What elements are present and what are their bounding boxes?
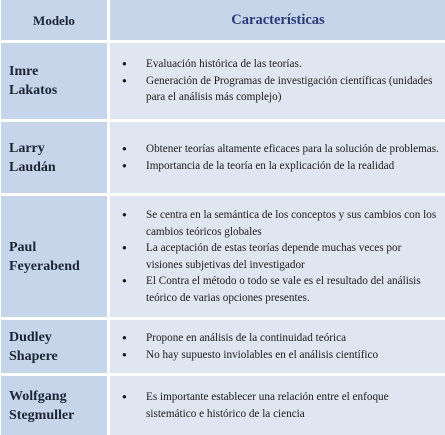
header-characteristics: Características (110, 0, 445, 40)
model-characteristics (110, 196, 445, 317)
list-item: ● Generación de Programas de investigación científicas (unidades para el análisis más complejo) (110, 73, 440, 106)
model-characteristics (110, 43, 445, 119)
bullet-icon: ● (122, 75, 127, 85)
table-row-feyerabend (1, 196, 445, 317)
model-characteristics (110, 320, 445, 373)
model-name: Paul Feyerabend (1, 196, 107, 317)
model-name: Wolfgang Stegmuller (1, 376, 107, 435)
model-characteristics (110, 122, 445, 193)
bullet-icon: ● (122, 59, 127, 69)
header-row (1, 0, 445, 40)
list-item: ● La aceptación de estas teorías depende muchas veces por visiones subjetivas del investigador (110, 240, 440, 273)
bullet-icon: ● (122, 160, 127, 170)
bullet-icon: ● (122, 392, 127, 401)
model-characteristics (110, 376, 445, 435)
list-item: ● Evaluación histórica de las teorías. (110, 56, 440, 73)
list-item: ● Es importante establecer una relación entre el enfoque sistemático e histórico de la ciencia (110, 389, 440, 422)
bullet-icon: ● (122, 210, 127, 219)
model-name: Imre Lakatos (1, 43, 107, 119)
bullet-icon: ● (122, 333, 127, 342)
table-row-lakatos (1, 43, 445, 119)
table-row-laudan (1, 122, 445, 193)
list-item: ● No hay supuesto inviolables en el análisis científico (110, 347, 440, 364)
bullet-icon: ● (122, 349, 127, 359)
bullet-icon: ● (122, 276, 127, 285)
table-row-shapere (1, 320, 445, 373)
list-item: ● Se centra en la semántica de los conceptos y sus cambios con los cambios teóricos globales (110, 207, 440, 240)
model-name: Larry Laudán (1, 122, 107, 193)
list-item: ● El Contra el método o todo se vale es el resultado del análisis teórico de varias opciones presentes. (110, 273, 440, 306)
table-row-stegmuller (1, 376, 445, 435)
list-item: ● Propone en análisis de la continuidad teórica (110, 330, 440, 347)
list-item: ● Obtener teorías altamente eficaces para la solución de problemas. (110, 141, 440, 158)
header-model: Modelo (1, 0, 107, 40)
model-name: Dudley Shapere (1, 320, 107, 373)
bullet-icon: ● (122, 243, 127, 252)
bullet-icon: ● (122, 144, 127, 153)
list-item: ● Importancia de la teoría en la explicación de la realidad (110, 158, 440, 175)
